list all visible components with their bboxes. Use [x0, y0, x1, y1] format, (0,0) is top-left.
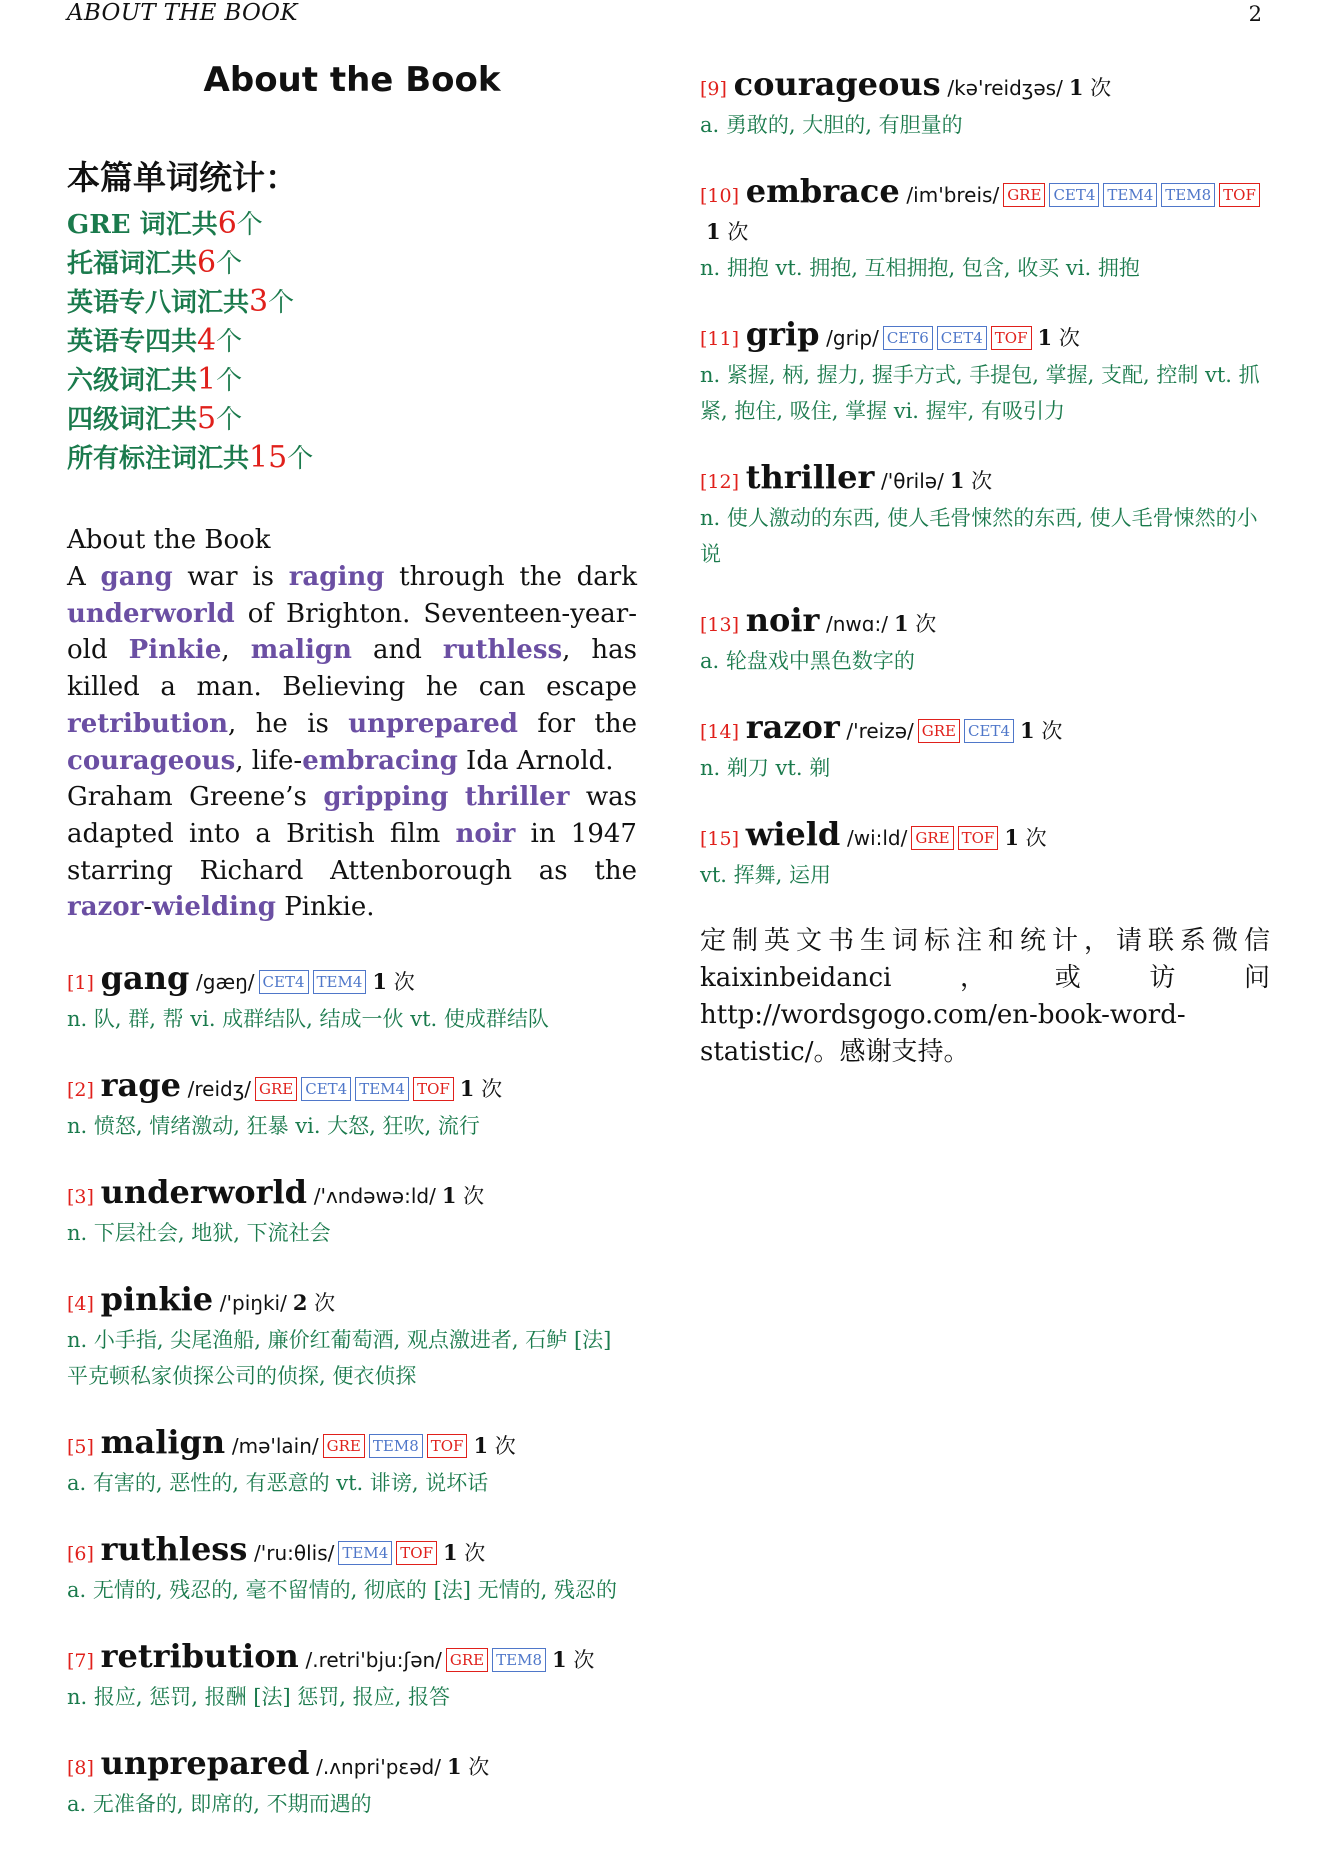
left-column	[67, 60, 637, 1852]
phonetic: /'reizə/	[846, 719, 914, 743]
stat-count: 6	[197, 245, 217, 280]
occurrence-count: 1	[1020, 718, 1035, 743]
word-entry	[67, 1745, 637, 1822]
exam-tag: TEM4	[1103, 183, 1157, 207]
text-run: A	[67, 562, 101, 592]
word-entry	[700, 173, 1270, 286]
stats-list	[67, 205, 637, 478]
headword: underworld	[100, 1173, 308, 1212]
exam-tag: TEM8	[1161, 183, 1215, 207]
entry-head	[700, 173, 1270, 250]
stat-line	[67, 283, 637, 322]
highlighted-word: retribution	[67, 708, 229, 739]
stat-label: 英语专八词汇共	[67, 288, 250, 318]
occurrence-count: 1	[446, 1754, 462, 1780]
stat-count: 6	[217, 206, 237, 241]
phonetic: /nwɑ:/	[826, 612, 888, 636]
stat-unit: 个	[216, 249, 243, 279]
phonetic: /kə'reidʒəs/	[947, 76, 1063, 100]
headword: gang	[100, 959, 190, 998]
exam-tag: CET6	[883, 326, 933, 350]
occurrence-unit: 次	[464, 1541, 486, 1566]
entry-index: [8]	[67, 1757, 94, 1780]
word-entry	[700, 459, 1270, 572]
entry-head	[67, 1067, 637, 1108]
occurrence-count: 1	[473, 1433, 489, 1459]
occurrence-unit: 次	[1025, 826, 1047, 850]
headword: rage	[100, 1066, 181, 1105]
word-entry	[67, 1424, 637, 1501]
entry-index: [5]	[67, 1436, 94, 1459]
article-paragraph	[67, 559, 637, 779]
occurrence-count: 1	[1068, 75, 1084, 100]
word-list-right	[700, 66, 1270, 893]
entry-index: [11]	[700, 328, 740, 350]
exam-tag: CET4	[1049, 183, 1099, 207]
stat-line	[67, 322, 637, 361]
entry-index: [7]	[67, 1650, 94, 1673]
footer-note: 定制英文书生词标注和统计，请联系微信 kaixinbeidanci，或访问 http://wordsgogo.com/en-book-word-statistic/。感谢支持。	[700, 926, 1270, 1067]
exam-tag: TOF	[991, 326, 1032, 350]
exam-tag: GRE	[323, 1434, 365, 1458]
occurrence-unit: 次	[463, 1184, 485, 1209]
word-entry	[700, 66, 1270, 143]
headword: retribution	[100, 1637, 299, 1676]
text-run	[448, 782, 465, 812]
headword: thriller	[745, 458, 875, 496]
headword: pinkie	[100, 1280, 214, 1319]
article-body	[67, 559, 637, 926]
exam-tag: CET4	[937, 326, 987, 350]
stat-unit: 个	[268, 288, 295, 318]
phonetic: /reidʒ/	[187, 1077, 251, 1102]
stat-line	[67, 244, 637, 283]
exam-tag: TOF	[958, 826, 999, 850]
stat-label: 所有标注词汇共	[67, 444, 250, 474]
stat-label: 四级词汇共	[67, 405, 198, 435]
phonetic: /.ʌnpri'pɛəd/	[316, 1755, 441, 1780]
highlighted-word: ruthless	[442, 635, 563, 666]
headword: razor	[745, 708, 840, 746]
entry-index: [2]	[67, 1079, 94, 1102]
stat-count: 3	[249, 284, 269, 319]
text-run: Graham Greene’s	[67, 782, 324, 813]
occurrence-unit: 次	[314, 1291, 336, 1316]
text-run: -	[143, 892, 153, 923]
phonetic: /'ʌndəwə:ld/	[313, 1184, 436, 1209]
entry-index: [12]	[700, 471, 740, 493]
exam-tag: TEM4	[338, 1541, 392, 1565]
definition: a. 勇敢的, 大胆的, 有胆量的	[700, 113, 963, 137]
text-run: and	[351, 635, 443, 666]
word-entry	[67, 1281, 637, 1394]
right-column	[700, 66, 1270, 1071]
occurrence-count: 1	[1037, 325, 1053, 350]
text-run: for the	[517, 708, 637, 739]
stat-count: 4	[197, 323, 217, 358]
occurrence-unit: 次	[727, 220, 749, 244]
text-run: through the dark	[384, 562, 637, 592]
phonetic: /wi:ld/	[846, 826, 908, 850]
text-run: Ida Arnold.	[457, 745, 614, 776]
definition: a. 无准备的, 即席的, 不期而遇的	[67, 1792, 372, 1817]
phonetic: /gæŋ/	[196, 970, 255, 995]
occurrence-unit: 次	[915, 612, 937, 636]
headword: courageous	[733, 65, 941, 103]
highlighted-word: wielding	[152, 892, 276, 923]
word-entry	[67, 1531, 637, 1608]
article-heading: About the Book	[67, 525, 271, 555]
exam-tag: GRE	[446, 1648, 488, 1672]
stat-unit: 个	[216, 366, 243, 396]
occurrence-count: 1	[372, 969, 388, 995]
word-entry	[67, 960, 637, 1037]
headword: grip	[745, 315, 820, 353]
entry-head	[67, 1745, 637, 1786]
entry-index: [1]	[67, 972, 94, 995]
definition: vt. 挥舞, 运用	[700, 863, 832, 887]
entry-head	[67, 1281, 637, 1322]
word-entry	[700, 316, 1270, 429]
text-run: of Brighton. Seventeen-year-old	[67, 598, 637, 666]
text-run: was adapted into a British film	[67, 782, 638, 849]
occurrence-unit: 次	[1041, 719, 1063, 743]
definition: a. 无情的, 残忍的, 毫不留情的, 彻底的 [法] 无情的, 残忍的	[67, 1578, 618, 1603]
highlighted-word: embracing	[302, 745, 458, 776]
entry-index: [10]	[700, 185, 740, 207]
occurrence-unit: 次	[494, 1434, 516, 1459]
definition: n. 剃刀 vt. 剃	[700, 756, 831, 780]
occurrence-count: 1	[706, 219, 721, 244]
highlighted-word: razor	[67, 892, 144, 923]
exam-tag: GRE	[255, 1077, 297, 1101]
headword: unprepared	[100, 1744, 310, 1783]
exam-tag: TOF	[427, 1434, 468, 1458]
entry-index: [14]	[700, 721, 740, 743]
highlighted-word: underworld	[67, 598, 235, 629]
text-run: Pinkie.	[275, 892, 375, 923]
word-list-left	[67, 960, 637, 1822]
page-title: About the Book	[203, 60, 501, 100]
occurrence-count: 1	[459, 1076, 475, 1102]
phonetic: /'ru:θlis/	[254, 1541, 335, 1566]
occurrence-unit: 次	[1058, 326, 1080, 350]
definition: n. 紧握, 柄, 握力, 握手方式, 手提包, 掌握, 支配, 控制 vt. 抓紧, 抱住, 吸住, 掌握 vi. 握牢, 有吸引力	[700, 363, 1260, 423]
stat-label: 托福词汇共	[67, 249, 198, 279]
entry-head	[67, 1531, 637, 1572]
exam-tag: CET4	[259, 970, 309, 994]
text-run: war is	[172, 562, 289, 592]
exam-tag: CET4	[964, 719, 1014, 743]
phonetic: /'piŋki/	[219, 1291, 287, 1316]
entry-head	[67, 1638, 637, 1679]
entry-index: [15]	[700, 828, 740, 850]
definition: a. 有害的, 恶性的, 有恶意的 vt. 诽谤, 说坏话	[67, 1471, 489, 1496]
highlighted-word: gripping	[323, 782, 449, 813]
entry-head	[700, 602, 1270, 643]
text-run: , he is	[228, 708, 349, 739]
entry-index: [13]	[700, 614, 740, 636]
headword: malign	[100, 1423, 226, 1462]
running-head: ABOUT THE BOOK	[67, 0, 298, 26]
exam-tag: GRE	[918, 719, 960, 743]
word-entry	[67, 1067, 637, 1144]
occurrence-count: 1	[893, 611, 909, 636]
phonetic: /'θrilə/	[880, 469, 944, 493]
word-entry	[700, 816, 1270, 893]
exam-tag: TEM8	[492, 1648, 546, 1672]
headword: embrace	[745, 172, 900, 210]
phonetic: /mə'lain/	[231, 1434, 319, 1459]
stat-unit: 个	[236, 210, 263, 240]
text-run: , has killed a man. Believing he can escape	[67, 635, 638, 703]
stat-label: 英语专四共	[67, 327, 198, 357]
highlighted-word: unprepared	[348, 708, 518, 739]
exam-tag: TOF	[413, 1077, 454, 1101]
highlighted-word: noir	[455, 818, 516, 849]
exam-tag: TOF	[1219, 183, 1260, 207]
stat-line	[67, 439, 637, 478]
stats-heading: 本篇单词统计：	[67, 158, 298, 197]
highlighted-word: gang	[100, 562, 173, 592]
exam-tag: TEM4	[313, 970, 367, 994]
definition: a. 轮盘戏中黑色数字的	[700, 649, 915, 673]
exam-tag: CET4	[301, 1077, 351, 1101]
occurrence-unit: 次	[1090, 76, 1112, 100]
stat-line	[67, 400, 637, 439]
highlighted-word: malign	[250, 635, 352, 666]
occurrence-count: 2	[292, 1290, 308, 1316]
stat-unit: 个	[287, 444, 314, 474]
occurrence-count: 1	[552, 1647, 567, 1673]
definition: n. 报应, 惩罚, 报酬 [法] 惩罚, 报应, 报答	[67, 1685, 451, 1710]
entry-head	[67, 1424, 637, 1465]
text-run: ,	[221, 635, 251, 666]
definition: n. 队, 群, 帮 vi. 成群结队, 结成一伙 vt. 使成群结队	[67, 1007, 549, 1032]
phonetic: /grip/	[826, 326, 879, 350]
occurrence-unit: 次	[393, 970, 415, 995]
stat-label: GRE 词汇共	[67, 210, 218, 240]
entry-head	[67, 1174, 637, 1215]
highlighted-word: courageous	[67, 745, 236, 776]
definition: n. 愤怒, 情绪激动, 狂暴 vi. 大怒, 狂吹, 流行	[67, 1114, 480, 1139]
stat-label: 六级词汇共	[67, 366, 198, 396]
headword: wield	[745, 815, 841, 853]
occurrence-count: 1	[441, 1183, 457, 1209]
occurrence-count: 1	[1004, 825, 1019, 850]
entry-head	[700, 66, 1270, 107]
stat-count: 1	[197, 362, 217, 397]
entry-index: [3]	[67, 1186, 94, 1209]
highlighted-word: raging	[288, 562, 385, 592]
entry-head	[700, 816, 1270, 857]
page-number: 2	[1248, 2, 1262, 26]
entry-index: [9]	[700, 78, 727, 100]
occurrence-unit: 次	[573, 1648, 595, 1673]
stat-unit: 个	[216, 405, 243, 435]
entry-head	[700, 459, 1270, 500]
definition: n. 使人激动的东西, 使人毛骨悚然的东西, 使人毛骨悚然的小说	[700, 506, 1258, 566]
word-entry	[700, 602, 1270, 679]
stat-count: 5	[197, 401, 217, 436]
phonetic: /.retri'bju:ʃən/	[305, 1648, 442, 1673]
headword: noir	[745, 601, 820, 639]
highlighted-word: Pinkie	[128, 635, 222, 666]
occurrence-unit: 次	[971, 469, 993, 493]
entry-head	[700, 709, 1270, 750]
occurrence-count: 1	[949, 468, 965, 493]
text-run: , life-	[235, 745, 303, 776]
occurrence-count: 1	[442, 1540, 458, 1566]
phonetic: /im'breis/	[906, 183, 1000, 207]
exam-tag: TEM4	[355, 1077, 409, 1101]
exam-tag: TEM8	[369, 1434, 423, 1458]
stat-unit: 个	[216, 327, 243, 357]
text-run: in 1947 starring Richard Attenborough as the	[67, 818, 637, 886]
article-paragraph	[67, 779, 637, 926]
headword: ruthless	[100, 1530, 248, 1569]
highlighted-word: thriller	[464, 782, 570, 813]
word-entry	[700, 709, 1270, 786]
stat-count: 15	[249, 440, 288, 475]
entry-head	[700, 316, 1270, 357]
exam-tag: GRE	[911, 826, 953, 850]
occurrence-unit: 次	[481, 1077, 503, 1102]
word-entry	[67, 1638, 637, 1715]
word-entry	[67, 1174, 637, 1251]
exam-tag: GRE	[1003, 183, 1045, 207]
entry-head	[67, 960, 637, 1001]
definition: n. 拥抱 vt. 拥抱, 互相拥抱, 包含, 收买 vi. 拥抱	[700, 256, 1140, 280]
occurrence-unit: 次	[468, 1755, 490, 1780]
stat-line	[67, 205, 637, 244]
definition: n. 小手指, 尖尾渔船, 廉价红葡萄酒, 观点激进者, 石鲈 [法] 平克顿私家侦探公司的侦探, 便衣侦探	[67, 1328, 612, 1389]
entry-index: [4]	[67, 1293, 94, 1316]
entry-index: [6]	[67, 1543, 94, 1566]
definition: n. 下层社会, 地狱, 下流社会	[67, 1221, 331, 1246]
exam-tag: TOF	[396, 1541, 437, 1565]
stat-line	[67, 361, 637, 400]
